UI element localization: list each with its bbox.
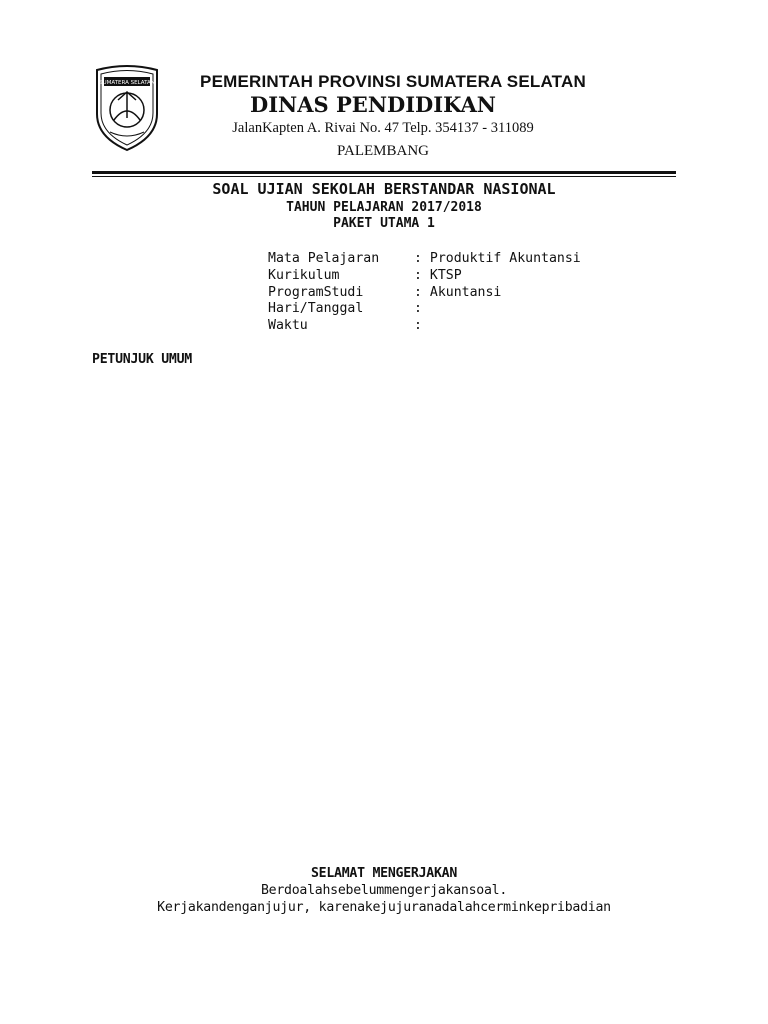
identity-label: Waktu [268,318,308,334]
letterhead-rule-thick [92,171,676,174]
logo-text: SUMATERA SELATAN [99,80,155,86]
closing-line: Berdoalahsebelummengerjakansoal. [260,883,508,898]
closing-title: SELAMAT MENGERJAKAN [310,866,458,881]
instructions-heading: PETUNJUK UMUM [92,352,192,367]
identity-label: ProgramStudi [268,284,364,300]
identity-label: Mata Pelajaran [268,251,380,266]
identity-value: : KTSP [414,267,462,283]
identity-label: Hari/Tanggal [268,301,364,317]
exam-year: TAHUN PELAJARAN 2017/2018 [286,200,482,215]
agency-name: DINAS PENDIDIKAN [250,92,496,117]
letterhead-rule-thin [92,176,676,177]
exam-package: PAKET UTAMA 1 [333,216,435,231]
identity-label: Kurikulum [268,267,340,283]
identity-value: : Produktif Akuntansi [414,251,581,266]
agency-address: JalanKapten A. Rivai No. 47 Telp. 354137 - 311089 [232,120,534,136]
province-name: PEMERINTAH PROVINSI SUMATERA SELATAN [200,72,586,91]
identity-value: : Akuntansi [414,284,502,300]
exam-title: SOAL UJIAN SEKOLAH BERSTANDAR NASIONAL [212,180,556,198]
identity-value: : [414,318,422,334]
agency-city: PALEMBANG [337,143,429,159]
closing-line: Kerjakandenganjujur, karenakejujuranadalahcerminkepribadian [157,900,611,915]
identity-value: : [414,301,422,317]
province-emblem-icon [92,62,162,152]
